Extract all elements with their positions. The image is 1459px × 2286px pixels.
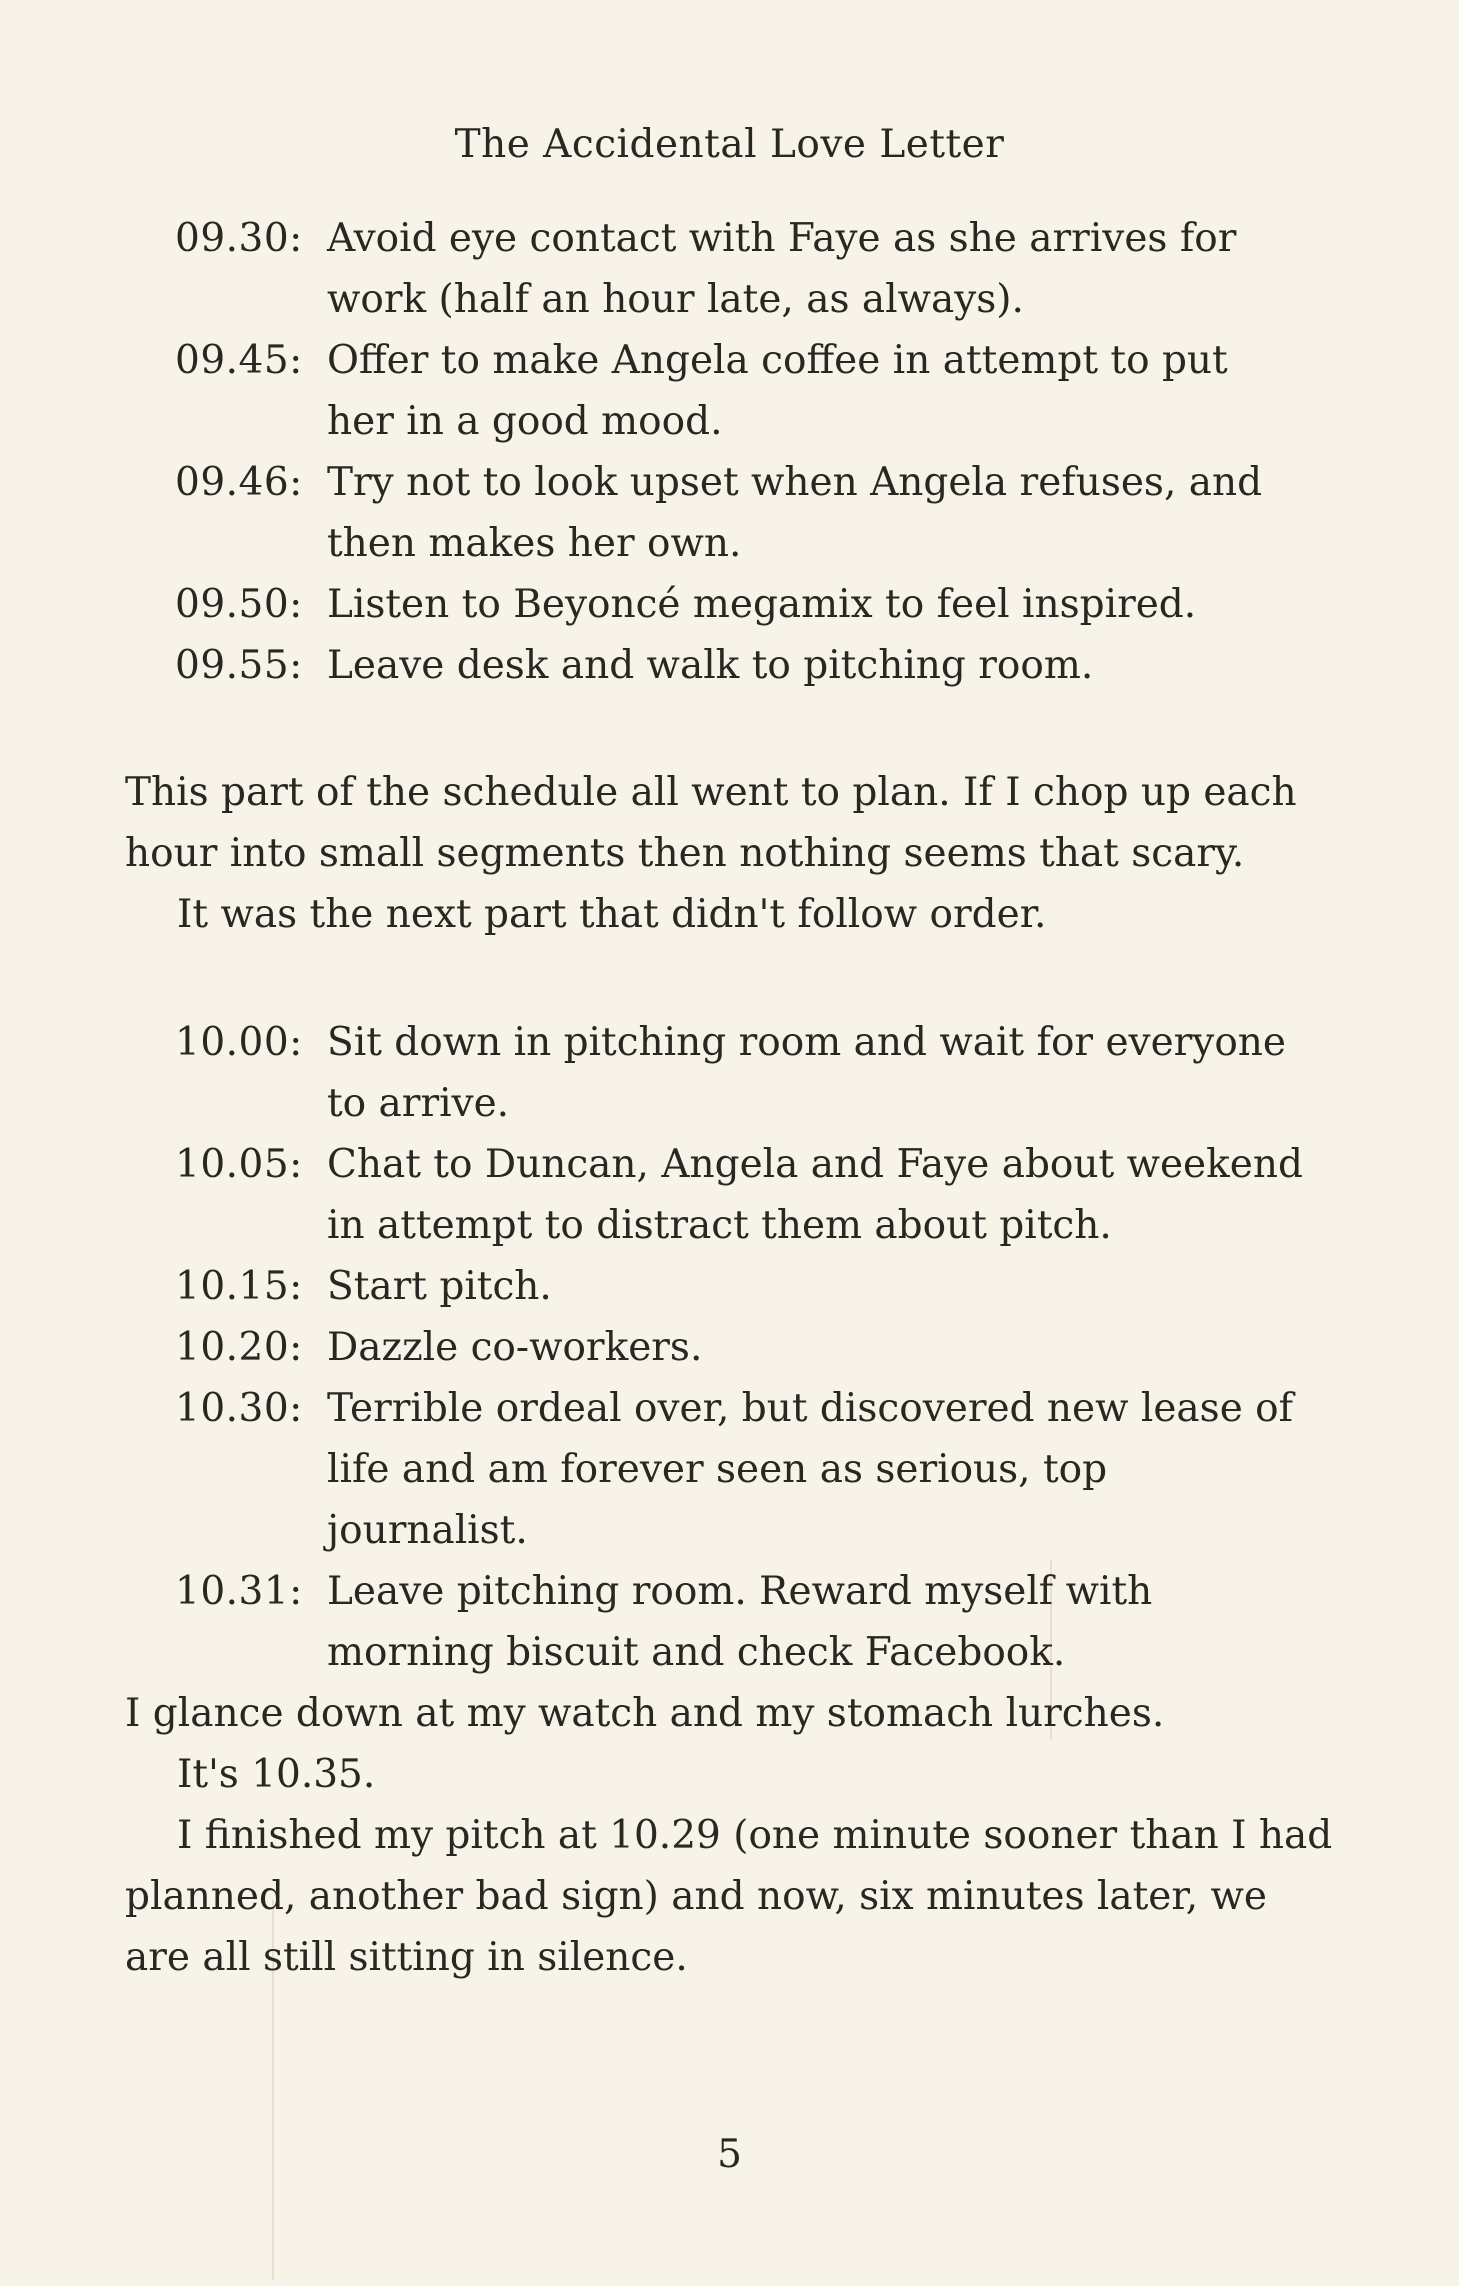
body-text-2 <box>125 1683 1335 1988</box>
running-head: The Accidental Love Letter <box>454 122 1005 167</box>
body-text-1 <box>125 762 1335 945</box>
entry-time: 09.55: <box>175 643 303 688</box>
paragraph: I glance down at my watch and my stomach lurches. <box>125 1691 1165 1736</box>
entry-time: 10.05: <box>175 1142 303 1187</box>
paragraph: I finished my pitch at 10.29 (one minute sooner than I had planned, another bad sign) and now, six minutes later, we are all still sitting in silence. <box>125 1813 1333 1980</box>
schedule-entry <box>175 574 1305 635</box>
entry-time: 10.15: <box>175 1264 303 1309</box>
page-number: 5 <box>717 2132 742 2177</box>
entry-time: 10.30: <box>175 1386 303 1431</box>
entry-time: 10.20: <box>175 1325 303 1370</box>
schedule-entry <box>175 208 1305 330</box>
paragraph: It was the next part that didn't follow order. <box>177 892 1047 937</box>
schedule-entry <box>175 1012 1305 1134</box>
entry-text: Offer to make Angela coffee in attempt to put her in a good mood. <box>327 338 1228 444</box>
entry-text: Terrible ordeal over, but discovered new lease of life and am forever seen as serious, top journalist. <box>327 1386 1294 1553</box>
schedule-entry <box>175 1317 1305 1378</box>
schedule-entry <box>175 635 1305 696</box>
entry-text: Leave desk and walk to pitching room. <box>327 643 1094 688</box>
entry-text: Chat to Duncan, Angela and Faye about weekend in attempt to distract them about pitch. <box>327 1142 1303 1248</box>
entry-text: Listen to Beyoncé megamix to feel inspired. <box>327 582 1197 627</box>
schedule-list-pitch <box>175 1012 1305 1683</box>
schedule-entry <box>175 452 1305 574</box>
paragraph: This part of the schedule all went to plan. If I chop up each hour into small segments then nothing seems that scary. <box>125 770 1297 876</box>
schedule-list-morning <box>175 208 1305 696</box>
schedule-entry <box>175 1378 1305 1561</box>
entry-time: 09.45: <box>175 338 303 383</box>
entry-time: 10.31: <box>175 1569 303 1614</box>
entry-text: Start pitch. <box>327 1264 552 1309</box>
entry-time: 09.30: <box>175 216 303 261</box>
schedule-entry <box>175 1256 1305 1317</box>
entry-text: Avoid eye contact with Faye as she arrives for work (half an hour late, as always). <box>327 216 1237 322</box>
entry-text: Try not to look upset when Angela refuses, and then makes her own. <box>327 460 1263 566</box>
schedule-entry <box>175 1134 1305 1256</box>
entry-time: 09.50: <box>175 582 303 627</box>
schedule-entry <box>175 330 1305 452</box>
schedule-entry <box>175 1561 1305 1683</box>
entry-text: Leave pitching room. Reward myself with morning biscuit and check Facebook. <box>327 1569 1153 1675</box>
entry-time: 09.46: <box>175 460 303 505</box>
entry-text: Sit down in pitching room and wait for everyone to arrive. <box>327 1020 1287 1126</box>
entry-time: 10.00: <box>175 1020 303 1065</box>
entry-text: Dazzle co-workers. <box>327 1325 703 1370</box>
paragraph: It's 10.35. <box>177 1752 376 1797</box>
